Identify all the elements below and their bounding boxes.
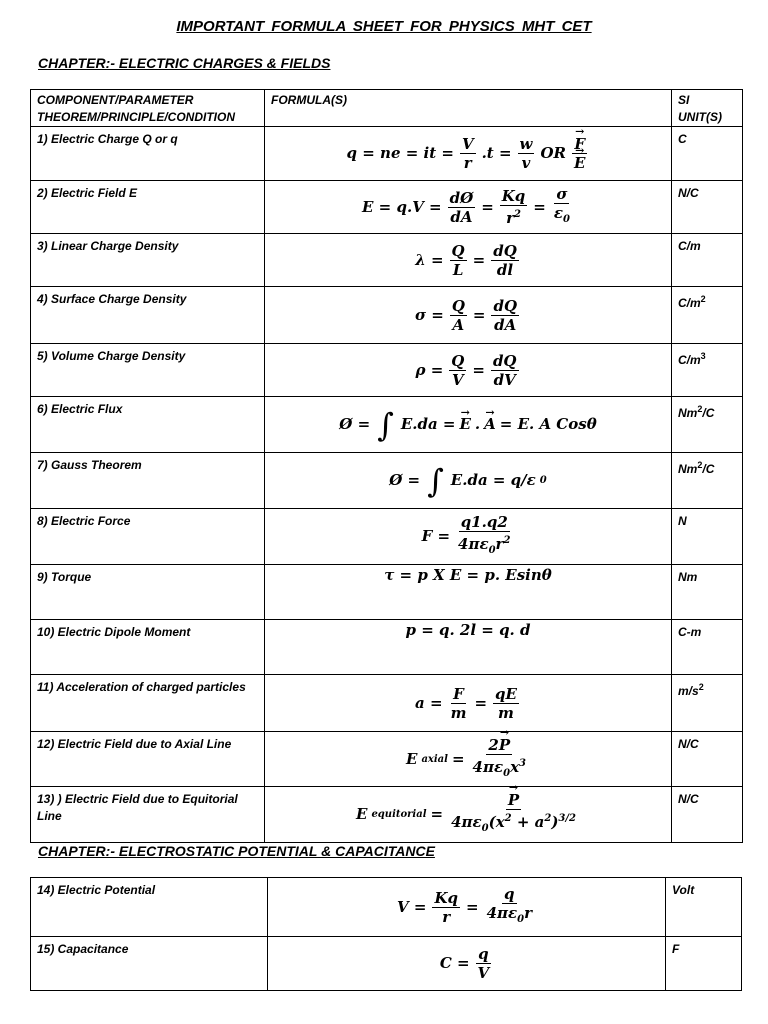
row-name: 9) Torque <box>31 565 265 620</box>
chapter-heading-1: CHAPTER:- ELECTRIC CHARGES & FIELDS <box>38 55 331 71</box>
row-name: 3) Linear Charge Density <box>31 234 265 287</box>
table-row <box>31 565 743 620</box>
row-unit: C/m <box>672 234 743 287</box>
formula-equatorial-field: E equitorial = → $\frac{P}{4\pi\varepsilon_0(x^2 + a^2)^{3/2}}$ <box>265 787 672 843</box>
unit-exponent: 2 <box>697 460 703 470</box>
table-header-row <box>31 90 743 127</box>
table-row <box>31 127 743 181</box>
row-unit: N <box>672 509 743 565</box>
row-name: 4) Surface Charge Density <box>31 287 265 344</box>
table-row <box>31 397 743 453</box>
formula-electric-potential: V = $\frac{Kq}{r}$ = $\frac{q}{4\pi\varepsilon_0r}$ <box>268 878 666 937</box>
formula-surface-charge-density: σ = $\frac{Q}{A}$ = $\frac{dQ}{dA}$ <box>265 287 672 344</box>
row-name: 1) Electric Charge Q or q <box>31 127 265 181</box>
table-row <box>31 620 743 675</box>
row-unit <box>672 453 743 509</box>
header-unit-line1: SI <box>678 93 690 107</box>
formula-electric-field: E = q.V = $\frac{dØ}{dA}$ = $\frac{Kq}{r^2}$ = $\frac{\sigma}{\varepsilon_0}$ <box>265 181 672 234</box>
row-unit <box>672 675 743 732</box>
row-name: 5) Volume Charge Density <box>31 344 265 397</box>
formula-volume-charge-density: ρ = $\frac{Q}{V}$ = $\frac{dQ}{dV}$ <box>265 344 672 397</box>
unit-tail: /C <box>702 406 715 420</box>
formula-table-2 <box>30 877 742 991</box>
table-row <box>31 287 743 344</box>
table-row <box>31 509 743 565</box>
unit-exponent: 2 <box>698 682 704 692</box>
table-row <box>31 787 743 843</box>
formula-torque: τ = p X E = p. Esinθ <box>265 565 672 620</box>
formula-dipole-moment: p = q. 2l = q. d <box>265 620 672 675</box>
row-unit: C <box>672 127 743 181</box>
row-unit: Volt <box>666 878 742 937</box>
row-unit <box>672 287 743 344</box>
row-name: 10) Electric Dipole Moment <box>31 620 265 675</box>
row-name: 15) Capacitance <box>31 937 268 991</box>
chapter-heading-2: CHAPTER:- ELECTROSTATIC POTENTIAL & CAPACITANCE <box>38 843 435 859</box>
table-row <box>31 878 742 937</box>
header-formula: FORMULA(S) <box>265 90 672 127</box>
table-row <box>31 181 743 234</box>
formula-electric-flux: Ø = ∫ E.da = → E . → A = E. A Cosθ <box>265 397 672 453</box>
header-unit <box>672 90 743 127</box>
table-row <box>31 675 743 732</box>
formula-electric-force: F = $\frac{q1.q2}{4\pi\varepsilon_0r^2}$ <box>265 509 672 565</box>
header-component <box>31 90 265 127</box>
header-component-line2: THEOREM/PRINCIPLE/CONDITION <box>37 110 236 124</box>
formula-capacitance: C = $\frac{q}{V}$ <box>268 937 666 991</box>
table-row <box>31 937 742 991</box>
row-unit <box>672 397 743 453</box>
table-row <box>31 234 743 287</box>
formula-linear-charge-density: λ = $\frac{Q}{L}$ = $\frac{dQ}{dl}$ <box>265 234 672 287</box>
row-unit: Nm <box>672 565 743 620</box>
row-name: 2) Electric Field E <box>31 181 265 234</box>
header-component-line1: COMPONENT/PARAMETER <box>37 93 194 107</box>
unit-exponent: 2 <box>700 294 706 304</box>
row-unit: N/C <box>672 732 743 787</box>
row-name: 12) Electric Field due to Axial Line <box>31 732 265 787</box>
formula-electric-charge: q = ne = it = $\frac{V}{r}$ .t = $\frac{w}{v}$ OR → F → E <box>265 127 672 181</box>
unit-text: m/s <box>678 684 699 698</box>
unit-exponent: 3 <box>700 351 706 361</box>
page-title: IMPORTANT FORMULA SHEET FOR PHYSICS MHT CET <box>176 18 592 35</box>
table-row <box>31 732 743 787</box>
unit-text: Nm <box>678 406 698 420</box>
unit-text: C/m <box>678 296 701 310</box>
formula-acceleration: a = $\frac{F}{m}$ = $\frac{qE}{m}$ <box>265 675 672 732</box>
unit-tail: /C <box>702 462 715 476</box>
unit-exponent: 2 <box>697 404 703 414</box>
row-unit: C-m <box>672 620 743 675</box>
row-name: 14) Electric Potential <box>31 878 268 937</box>
row-name: 6) Electric Flux <box>31 397 265 453</box>
table-row <box>31 344 743 397</box>
header-unit-line2: UNIT(S) <box>678 110 722 124</box>
table-row <box>31 453 743 509</box>
unit-text: C/m <box>678 353 701 367</box>
row-unit: N/C <box>672 787 743 843</box>
row-unit: N/C <box>672 181 743 234</box>
row-unit: F <box>666 937 742 991</box>
formula-table-1 <box>30 89 743 843</box>
row-name: 11) Acceleration of charged particles <box>31 675 265 732</box>
row-name: 7) Gauss Theorem <box>31 453 265 509</box>
row-name: 8) Electric Force <box>31 509 265 565</box>
row-unit <box>672 344 743 397</box>
unit-text: Nm <box>678 462 698 476</box>
formula-gauss-theorem: Ø = ∫ E.da = q/ε 0 <box>265 453 672 509</box>
formula-axial-field: E axial = $\frac{2\to P}{4\pi\varepsilon_0x^3}$ <box>265 732 672 787</box>
row-name: 13) ) Electric Field due to Equitorial Line <box>31 787 265 843</box>
